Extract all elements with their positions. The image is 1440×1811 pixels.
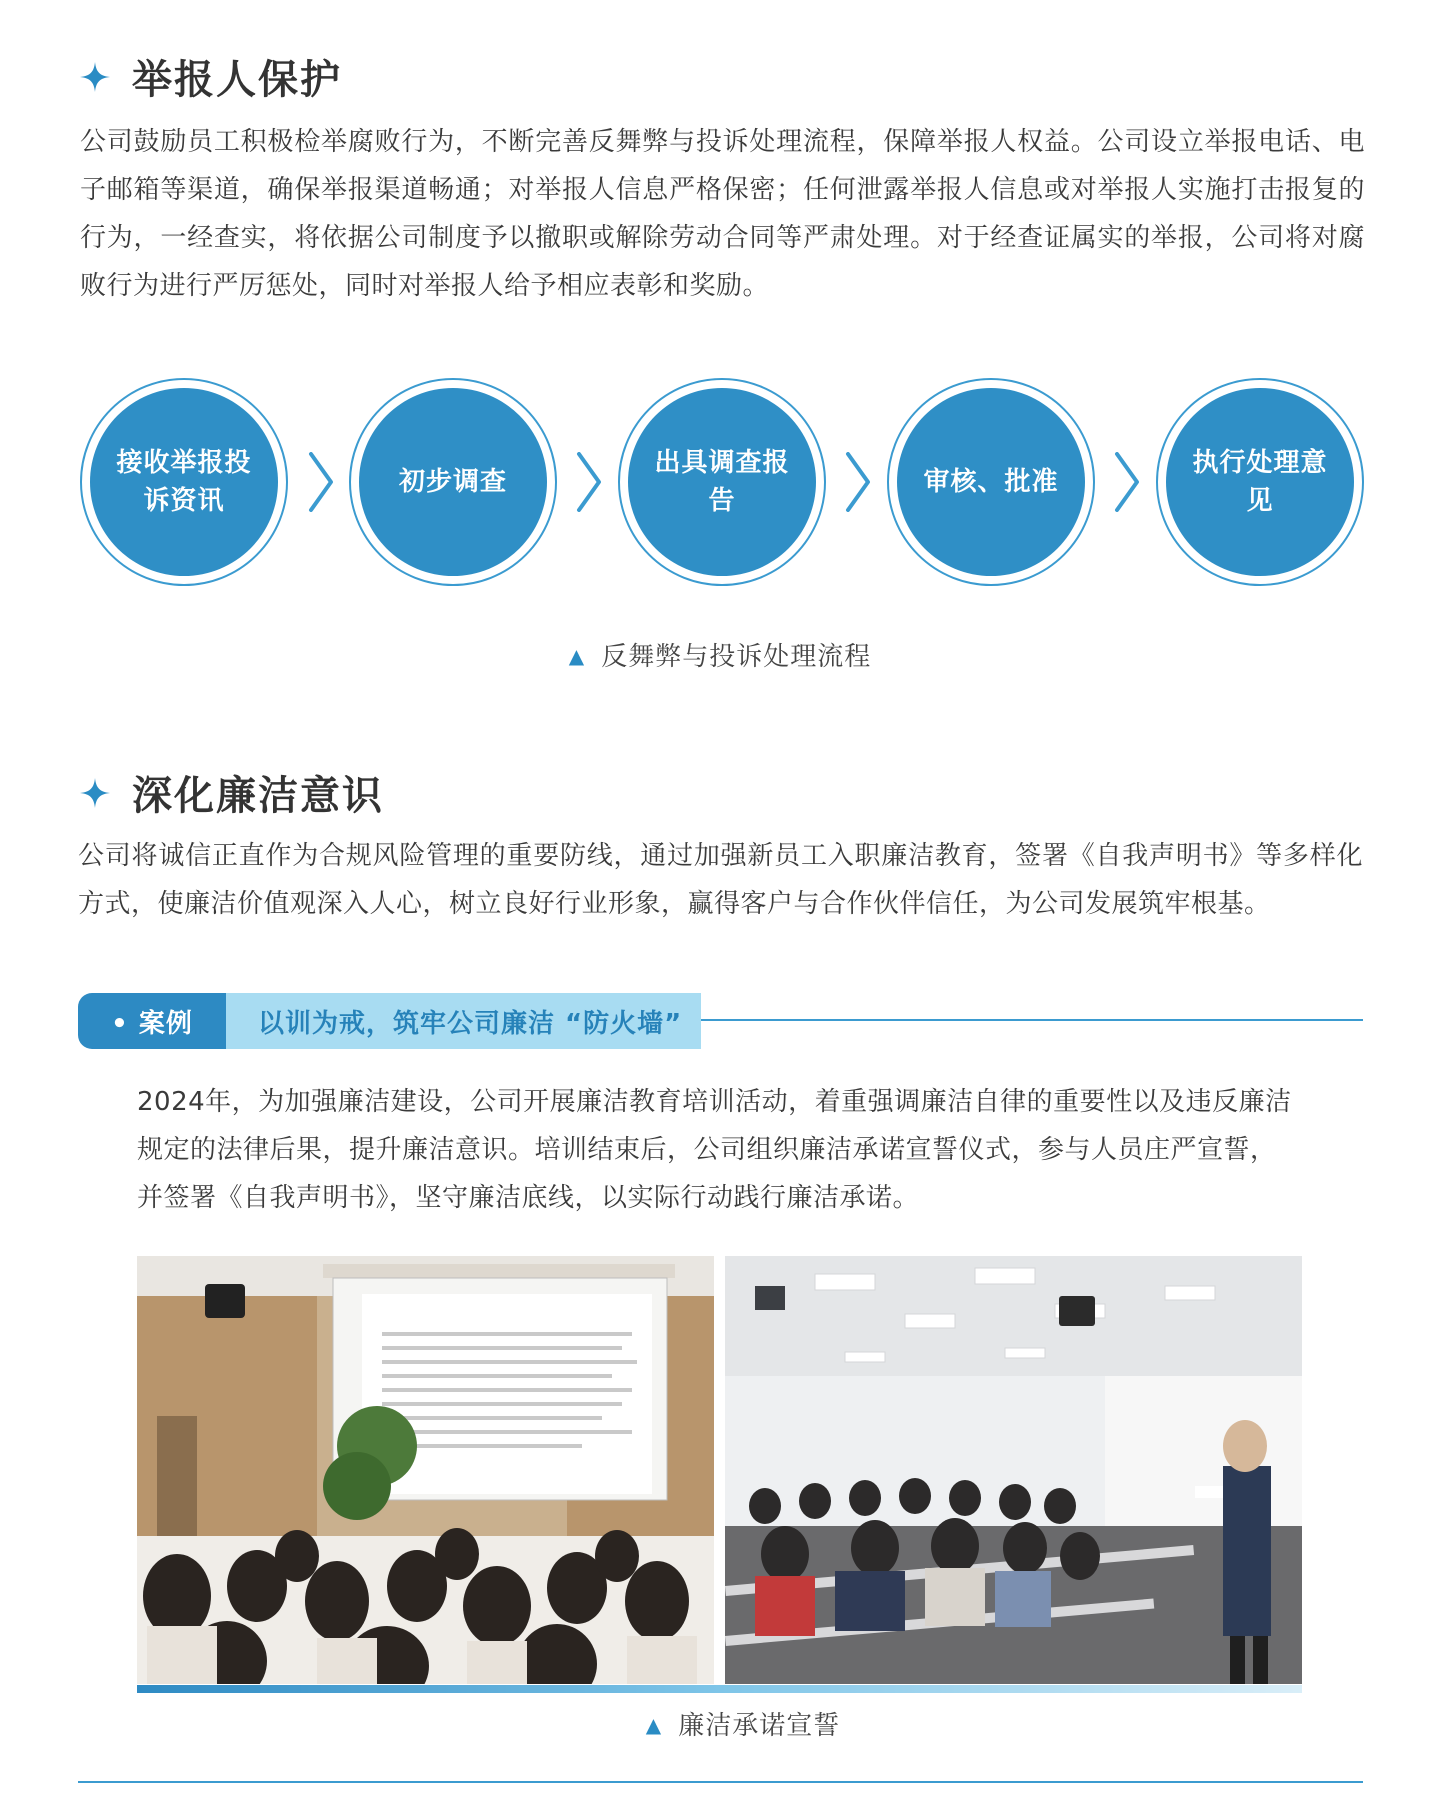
whistleblower-paragraph: 公司鼓励员工积极检举腐败行为，不断完善反舞弊与投诉处理流程，保障举报人权益。公司设立举报电话、电子邮箱等渠道，确保举报渠道畅通；对举报人信息严格保密；任何泄露举报人信息或对举报人实施打击报复的行为，一经查实，将依据公司制度予以撤职或解除劳动合同等严肃处理。对于经查证属实的举报，公司将对腐败行为进行严厉惩处，同时对举报人给予相应表彰和奖励。	[80, 127, 1365, 301]
sparkle-icon	[80, 778, 110, 808]
case-paragraph: 2024年，为加强廉洁建设，公司开展廉洁教育培训活动，着重强调廉洁自律的重要性以及违反廉洁规定的法律后果，提升廉洁意识。培训结束后，公司组织廉洁承诺宣誓仪式，参与人员庄严宣誓，并签署《自我声明书》，坚守廉洁底线，以实际行动践行廉洁承诺。	[137, 1087, 1292, 1213]
photo-underline	[137, 1685, 1302, 1693]
section-heading-integrity	[80, 764, 384, 821]
flow-step-investigate	[349, 378, 557, 586]
oath-photo	[725, 1256, 1302, 1684]
flow-caption	[0, 636, 1440, 673]
flow-step-label: 接收举报投诉资讯	[116, 448, 252, 516]
section-heading-whistleblower	[80, 48, 342, 105]
chevron-right-icon	[575, 452, 603, 512]
section-title: 深化廉洁意识	[132, 773, 384, 819]
flow-caption-text: 反舞弊与投诉处理流程	[601, 642, 872, 672]
integrity-paragraph: 公司将诚信正直作为合规风险管理的重要防线，通过加强新员工入职廉洁教育，签署《自我声明书》等多样化方式，使廉洁价值观深入人心，树立良好行业形象，赢得客户与合作伙伴信任，为公司发展筑牢根基。	[78, 841, 1363, 919]
flow-step-label: 出具调查报告	[654, 448, 790, 516]
photo-caption-text: 廉洁承诺宣誓	[678, 1711, 841, 1741]
flow-step-label: 执行处理意见	[1192, 448, 1328, 516]
flow-step-execute	[1156, 378, 1364, 586]
flow-step-report	[618, 378, 826, 586]
training-photo	[137, 1256, 714, 1684]
chevron-right-icon	[307, 452, 335, 512]
chevron-right-icon	[844, 452, 872, 512]
case-title: 以训为戒，筑牢公司廉洁 “防火墙”	[226, 993, 701, 1049]
bottom-divider	[78, 1781, 1363, 1783]
section-title: 举报人保护	[132, 57, 342, 103]
triangle-up-icon: ▲	[568, 644, 586, 668]
sparkle-icon	[80, 62, 110, 92]
photo-caption	[23, 1705, 1440, 1742]
chevron-right-icon	[1113, 452, 1141, 512]
case-tag: • 案例	[78, 993, 226, 1049]
case-banner	[78, 993, 1363, 1049]
flow-step-label: 初步调查	[398, 467, 507, 497]
flow-step-receive	[80, 378, 288, 586]
flow-step-label: 审核、批准	[923, 467, 1059, 497]
process-flow	[80, 378, 1365, 590]
triangle-up-icon: ▲	[645, 1713, 663, 1737]
case-divider	[701, 1019, 1363, 1021]
flow-step-approve	[887, 378, 1095, 586]
